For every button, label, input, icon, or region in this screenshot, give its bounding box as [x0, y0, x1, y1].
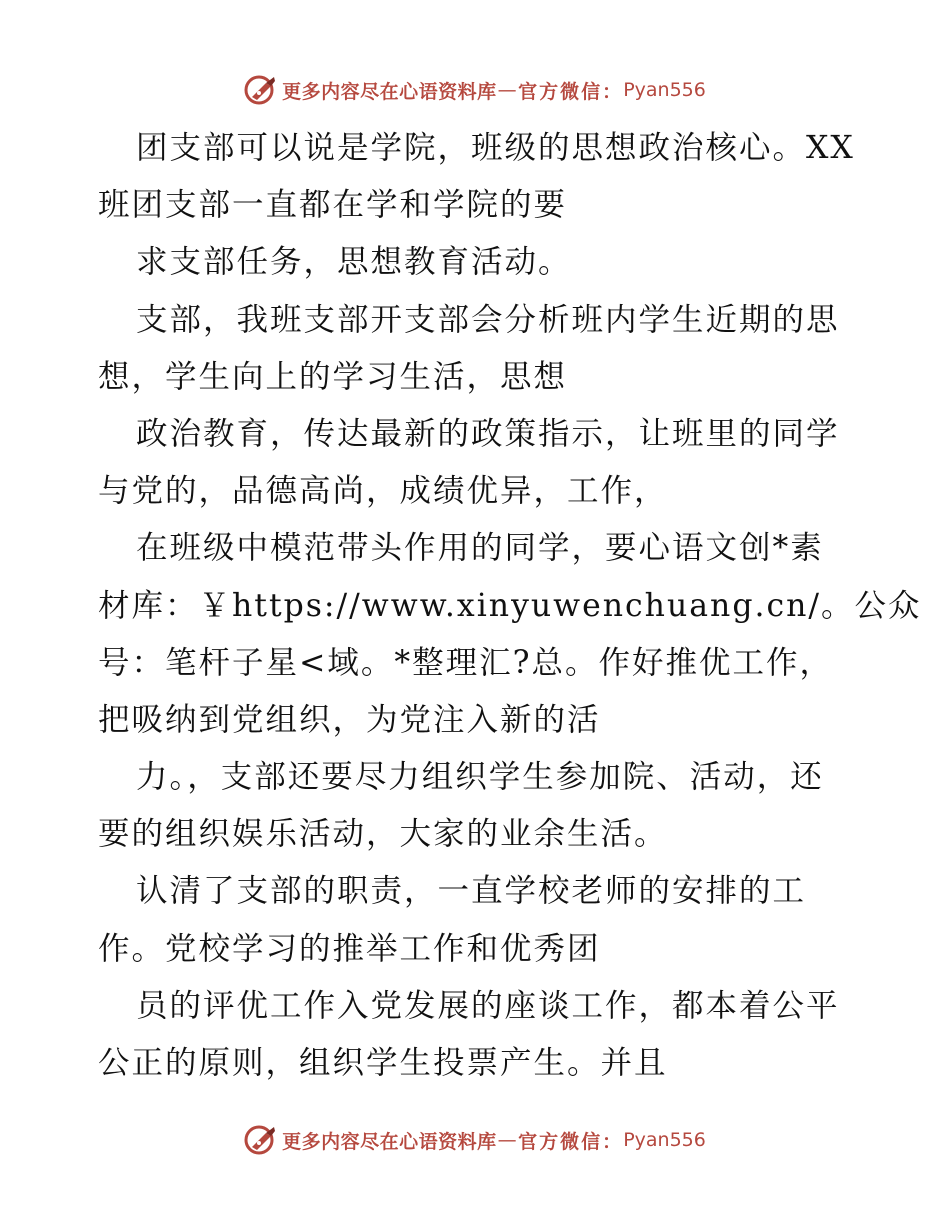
text-line: 力。，支部还要尽力组织学生参加院、活动，还 — [136, 759, 824, 796]
banner-official-label: 官方微信： — [518, 80, 624, 103]
text-line: 公正的原则，组织学生投票产生。并且 — [98, 1045, 668, 1081]
banner-dash: — — [497, 79, 518, 101]
text-line: 认清了支部的职责，一直学校老师的安排的工 — [136, 873, 807, 910]
text-line: 号：笔杆子星<域。*整理汇?总。作好推优工作， — [98, 644, 834, 681]
document-body — [98, 120, 922, 1092]
fountain-pen-icon — [244, 73, 278, 107]
banner-text: 更多内容尽在心语资料库 — [282, 80, 497, 103]
header-watermark-banner — [0, 70, 950, 110]
text-line: 把吸纳到党组织，为党注入新的活 — [98, 701, 601, 738]
text-line: 团支部可以说是学院，班级的思想政治核心。XX — [136, 130, 855, 166]
footer-watermark-banner — [0, 1120, 950, 1160]
fountain-pen-icon — [244, 1123, 278, 1157]
banner-wechat-id: Pyan556 — [623, 1129, 706, 1151]
text-line: 班团支部一直都在学和学院的要 — [98, 187, 568, 224]
text-line: 政治教育，传达最新的政策指示，让班里的同学 — [136, 415, 840, 452]
banner-text: 更多内容尽在心语资料库 — [282, 1130, 497, 1153]
banner-wechat-id: Pyan556 — [623, 79, 706, 101]
text-line: 与党的，品德高尚，成绩优异，工作， — [98, 473, 668, 510]
text-line: 作。党校学习的推举工作和优秀团 — [98, 930, 601, 967]
text-line: 要的组织娱乐活动，大家的业余生活。 — [98, 816, 668, 853]
text-line: 在班级中模范带头作用的同学，要心语文创*素 — [136, 530, 824, 567]
text-line: 材库：￥https://www.xinyuwenchuang.cn/。公众 — [98, 587, 922, 624]
banner-official-label: 官方微信： — [518, 1130, 624, 1153]
banner-dash: — — [497, 1129, 518, 1151]
text-line: 求支部任务，思想教育活动。 — [136, 244, 572, 281]
text-line: 支部，我班支部开支部会分析班内学生近期的思 — [136, 301, 840, 338]
text-line: 想，学生向上的学习生活，思想 — [98, 358, 568, 395]
text-line: 员的评优工作入党发展的座谈工作，都本着公平 — [136, 987, 840, 1024]
